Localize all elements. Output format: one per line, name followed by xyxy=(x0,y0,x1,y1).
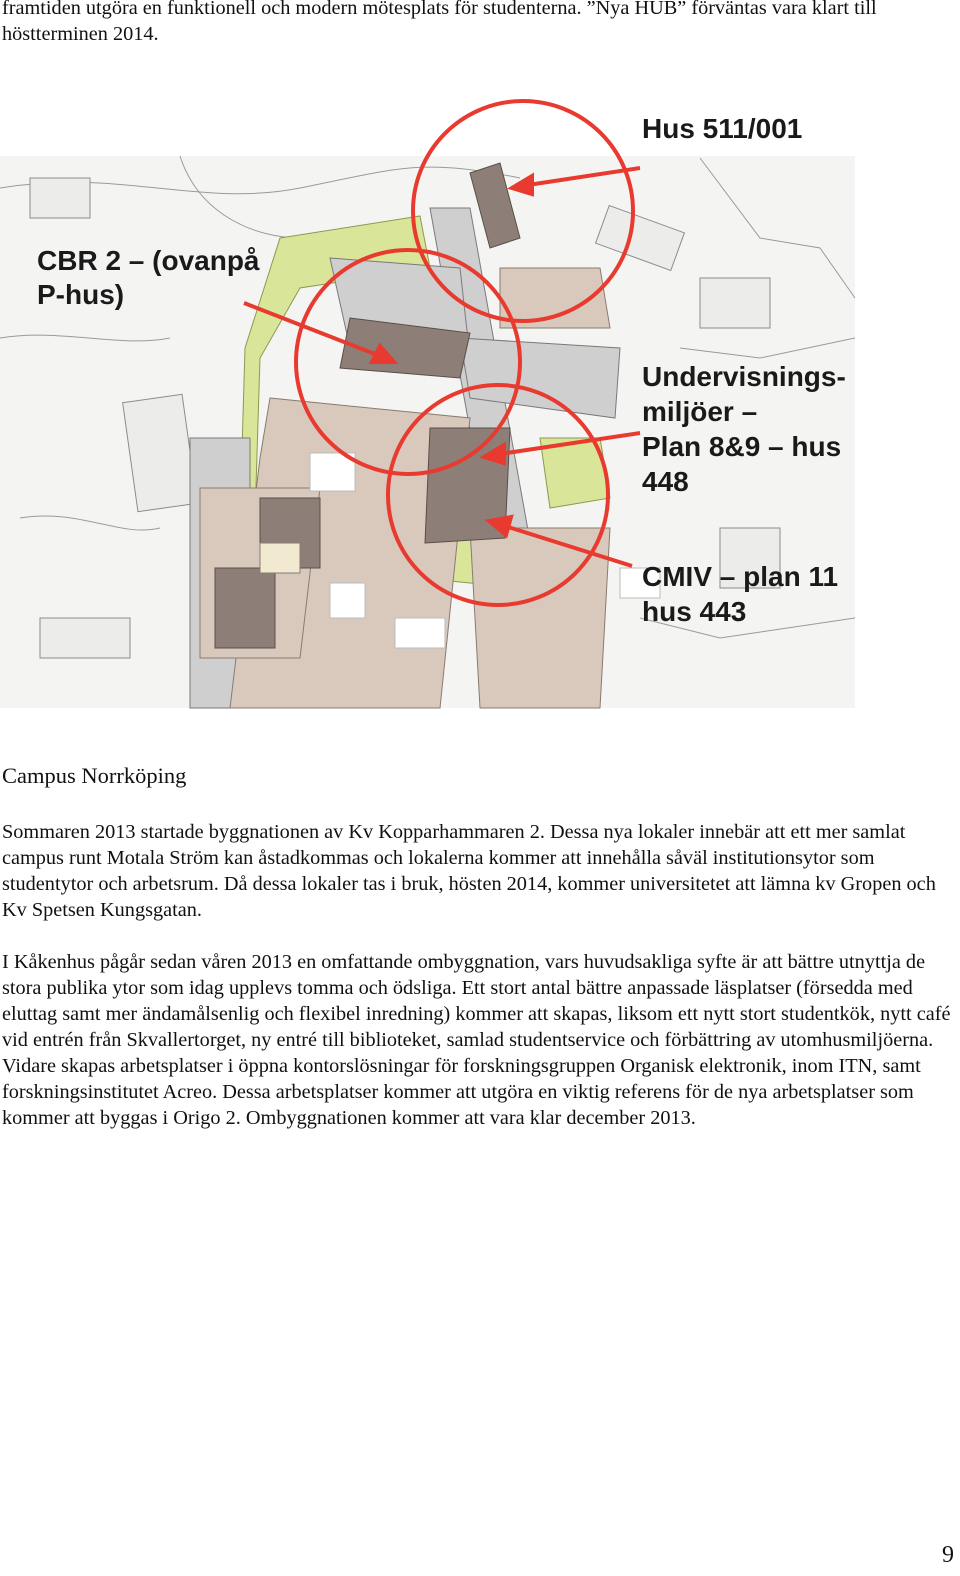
label-cmiv-line2: hus 443 xyxy=(642,596,747,627)
label-cmiv-line1: CMIV – plan 11 xyxy=(642,561,839,592)
label-cbr2-line1: CBR 2 – (ovanpå xyxy=(37,245,260,276)
intro-paragraph: framtiden utgöra en funktionell och modern mötesplats för studenterna. ”Nya HUB” förväntas vara klart till höstterminen 2014. xyxy=(2,0,877,45)
section-heading: Campus Norrköping xyxy=(2,763,187,788)
label-und-line3: Plan 8&9 – hus xyxy=(642,431,842,462)
label-cbr2-line2: P-hus) xyxy=(37,279,125,310)
paragraph-kakenhus: I Kåkenhus pågår sedan våren 2013 en omfattande ombyggnation, vars huvudsakliga syfte är att bättre utnyttja de stora publika ytor som idag upplevs tomma och ödsliga. Ett stort antal bättre anpassade läsplatser (försedda med eluttag samt mer ändamålsenlig och flexibel inredning) kommer att skapas, liksom ett nytt stort studentkök, nytt café vid entrén från Skvallertorget, ny entré till biblioteket, samlad studentservice och förbättring av utomhusmiljöerna. Vidare skapas arbetsplatser i öppna kontorslösningar för forskningsgruppen Organisk elektronik, inom ITN, samt forskningsinstitutet Acreo. Dessa arbetsplatser kommer att utgöra en viktig referens för de nya arbetsplatser som kommer att byggas i Origo 2. Ombyggnationen kommer att vara klar december 2013. xyxy=(2,951,951,1129)
page-number: 9 xyxy=(942,1542,954,1568)
label-und-line4: 448 xyxy=(642,466,689,497)
campus-site-plan-map xyxy=(0,98,960,713)
label-und-line1: Undervisnings- xyxy=(642,361,846,392)
label-und-line2: miljöer – xyxy=(642,396,758,427)
paragraph-kopparhammaren: Sommaren 2013 startade byggnationen av Kv Kopparhammaren 2. Dessa nya lokaler innebär att ett mer samlat campus runt Motala Ström kan åstadkommas och lokalerna kommer att innehålla såväl institutionsytor som studentytor och arbetsrum. Då dessa lokaler tas i bruk, hösten 2014, kommer universitetet att lämna kv Gropen och Kv Spetsen Kungsgatan. xyxy=(2,821,936,921)
label-hus511: Hus 511/001 xyxy=(642,113,803,144)
